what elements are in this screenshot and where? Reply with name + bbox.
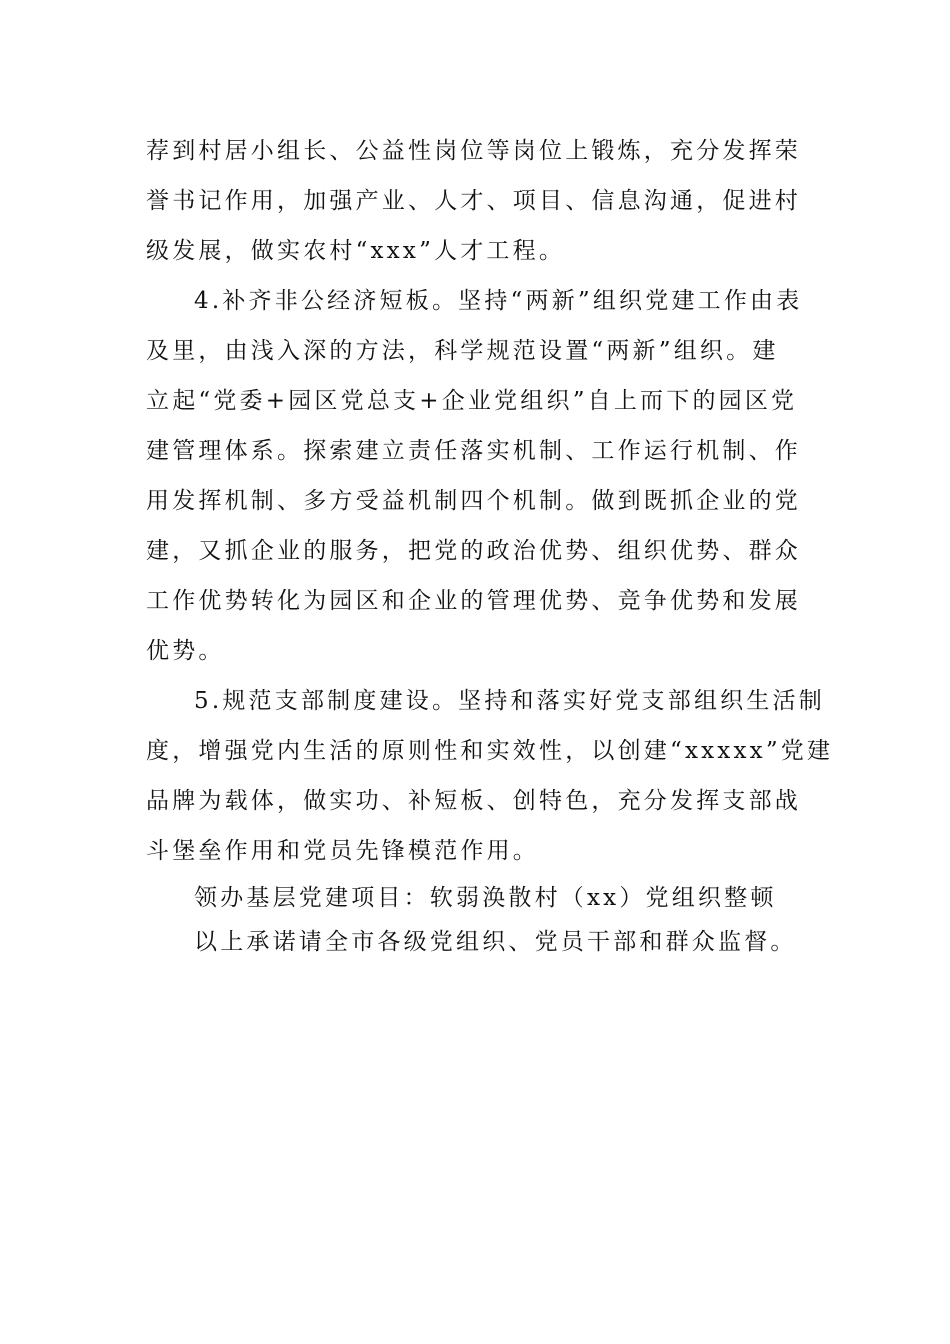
text-line-1: 荐到村居小组长、公益性岗位等岗位上锻炼，充分发挥荣 — [146, 138, 801, 164]
paragraph-4-line-3: 立起“党委+园区党总支+企业党组织”自上而下的园区党 — [146, 388, 798, 414]
paragraph-4-line-4: 建管理体系。探索建立责任落实机制、工作运行机制、作 — [146, 438, 801, 464]
text-line-3: 级发展，做实农村“xxx”人才工程。 — [146, 238, 566, 264]
paragraph-4-line-2: 及里，由浅入深的方法，科学规范设置“两新”组织。建 — [146, 338, 779, 364]
paragraph-5-line-4: 斗堡垒作用和党员先锋模范作用。 — [146, 838, 539, 864]
paragraph-4-line-7: 工作优势转化为园区和企业的管理优势、竞争优势和发展 — [146, 588, 801, 614]
paragraph-5-line-1: 5.规范支部制度建设。坚持和落实好党支部组织生活制 — [194, 688, 825, 714]
text-line-2: 誉书记作用，加强产业、人才、项目、信息沟通，促进村 — [146, 188, 801, 214]
paragraph-4-line-6: 建，又抓企业的服务，把党的政治优势、组织优势、群众 — [146, 538, 801, 564]
paragraph-4-line-5: 用发挥机制、多方受益机制四个机制。做到既抓企业的党 — [146, 488, 801, 514]
supervision-line: 以上承诺请全市各级党组织、党员干部和群众监督。 — [194, 929, 797, 955]
paragraph-4-line-1: 4.补齐非公经济短板。坚持“两新”组织党建工作由表 — [194, 288, 803, 314]
paragraph-5-line-2: 度，增强党内生活的原则性和实效性，以创建“xxxxx”党建 — [146, 738, 834, 764]
paragraph-5-line-3: 品牌为载体，做实功、补短板、创特色，充分发挥支部战 — [146, 788, 801, 814]
project-line: 领办基层党建项目：软弱涣散村（xx）党组织整顿 — [194, 885, 777, 911]
document-body — [146, 126, 834, 964]
paragraph-4-line-8: 优势。 — [146, 638, 225, 664]
